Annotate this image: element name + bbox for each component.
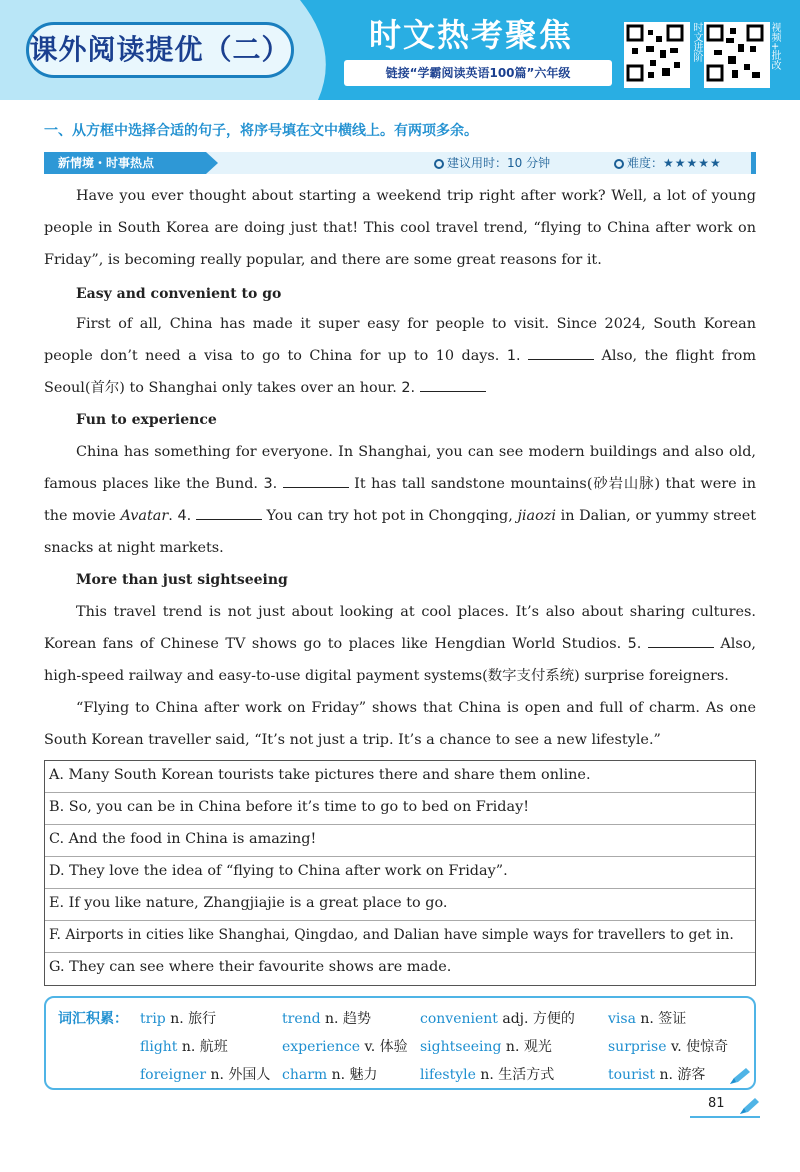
vocab-item bbox=[140, 1036, 228, 1056]
suggested-time-text: 建议用时：10 分钟 bbox=[447, 156, 551, 170]
footer-line bbox=[690, 1116, 760, 1118]
page-number: 81 bbox=[708, 1096, 725, 1111]
header-title: 时文热考聚焦 bbox=[368, 16, 573, 54]
blank-4-number: 4. bbox=[177, 508, 192, 524]
paragraph-3-text-d: You can try hot pot in Chongqing, bbox=[266, 508, 513, 524]
vocab-meaning: n. 航班 bbox=[177, 1039, 228, 1055]
qr-code-1-label: 时文进阶 bbox=[691, 22, 702, 62]
blank-1[interactable] bbox=[528, 343, 594, 360]
jiaozi-word: jiaozi bbox=[517, 508, 556, 524]
paragraph-4 bbox=[44, 596, 756, 692]
vocab-word: trip bbox=[140, 1011, 166, 1027]
info-bar-end bbox=[751, 152, 756, 174]
vocab-item bbox=[282, 1036, 408, 1056]
option-f: F. Airports in cities like Shanghai, Qingdao, and Dalian have simple ways for travellers to get in. bbox=[49, 927, 734, 943]
vocab-word: experience bbox=[282, 1039, 361, 1055]
header-subtitle: 链接“学霸阅读英语100篇”六年级 bbox=[344, 60, 612, 86]
blank-3[interactable] bbox=[283, 471, 349, 488]
vocab-word: trend bbox=[282, 1011, 321, 1027]
info-bar bbox=[44, 152, 756, 174]
vocab-item bbox=[140, 1008, 216, 1028]
qr-code-icon bbox=[706, 24, 764, 82]
pencil-icon bbox=[738, 1096, 760, 1116]
vocab-item bbox=[608, 1064, 705, 1084]
vocab-word: charm bbox=[282, 1067, 328, 1083]
vocabulary-box bbox=[44, 996, 756, 1090]
paragraph-1: Have you ever thought about starting a weekend trip right after work? Well, a lot of young people in South Korea are doing just that! This cool travel trend, “flying to China after work on Friday”, is becoming really popular, and there are some great reasons for it. bbox=[44, 188, 756, 268]
blank-2[interactable] bbox=[420, 375, 486, 392]
difficulty-stars: ★★★★★ bbox=[663, 156, 722, 170]
vocab-word: flight bbox=[140, 1039, 178, 1055]
heading-more: More than just sightseeing bbox=[76, 572, 288, 588]
option-divider bbox=[45, 856, 755, 857]
vocab-meaning: n. 观光 bbox=[501, 1039, 552, 1055]
vocab-item bbox=[282, 1064, 378, 1084]
blank-4[interactable] bbox=[196, 503, 262, 520]
vocab-meaning: n. 外国人 bbox=[206, 1067, 271, 1083]
option-divider bbox=[45, 888, 755, 889]
option-b: B. So, you can be in China before it’s time to go to bed on Friday! bbox=[49, 799, 529, 815]
vocab-meaning: n. 生活方式 bbox=[475, 1067, 555, 1083]
vocab-meaning: n. 签证 bbox=[635, 1011, 687, 1027]
vocab-word: foreigner bbox=[140, 1067, 207, 1083]
heading-easy: Easy and convenient to go bbox=[76, 286, 282, 302]
option-divider bbox=[45, 920, 755, 921]
option-divider bbox=[45, 952, 755, 953]
blank-5-number: 5. bbox=[627, 636, 642, 652]
topic-tag: 新情境・时事热点 bbox=[44, 152, 206, 174]
clock-icon bbox=[434, 159, 444, 169]
paragraph-3 bbox=[44, 436, 756, 564]
qr-code-icon bbox=[626, 24, 684, 82]
question-title: 一、从方框中选择合适的句子，将序号填在文中横线上。有两项多余。 bbox=[44, 123, 478, 139]
option-a: A. Many South Korean tourists take pictures there and share them online. bbox=[49, 767, 591, 783]
vocab-word: visa bbox=[608, 1011, 636, 1027]
vocab-word: lifestyle bbox=[420, 1067, 476, 1083]
vocab-meaning: v. 体验 bbox=[360, 1039, 408, 1055]
paragraph-3-text-a: China has something for everyone. In Shanghai, you can see modern buildings and also old, famous places like the Bund. bbox=[44, 444, 756, 492]
qr-code-2[interactable] bbox=[704, 22, 770, 88]
section-tab bbox=[26, 22, 294, 78]
vocab-meaning: n. 旅行 bbox=[165, 1011, 217, 1027]
paragraph-4-text-a: This travel trend is not just about looking at cool places. It’s also about sharing cultures. Korean fans of Chinese TV shows go to places like Hengdian World Studios. bbox=[44, 604, 756, 652]
vocab-meaning: adj. 方便的 bbox=[497, 1011, 575, 1027]
vocabulary-label: 词汇积累： bbox=[58, 1011, 128, 1027]
page-header bbox=[0, 0, 800, 100]
vocab-item bbox=[282, 1008, 371, 1028]
blank-1-number: 1. bbox=[506, 348, 521, 364]
paragraph-2-text-a: First of all, China has made it super easy for people to visit. Since 2024, South Korean people don’t need a visa to go to China for up to 10 days. bbox=[44, 316, 756, 364]
vocab-word: convenient bbox=[420, 1011, 498, 1027]
option-divider bbox=[45, 824, 755, 825]
paragraph-5: “Flying to China after work on Friday” shows that China is open and full of charm. As one South Korean traveller said, “It’s not just a trip. It’s a chance to see a new lifestyle.” bbox=[44, 700, 756, 748]
suggested-time bbox=[434, 152, 550, 174]
option-g: G. They can see where their favourite shows are made. bbox=[49, 959, 452, 975]
paragraph-2 bbox=[44, 308, 756, 404]
paragraph-3-text-e: in Dalian, or yummy street snacks at night markets. bbox=[44, 508, 757, 556]
paragraph-4-text-b: Also, high-speed railway and easy-to-use digital payment systems(数字支付系统) surprise foreigners. bbox=[44, 636, 757, 684]
difficulty bbox=[614, 152, 722, 174]
paragraph-3-period: . bbox=[168, 508, 173, 524]
qr-code-1[interactable] bbox=[624, 22, 690, 88]
blank-2-number: 2. bbox=[401, 380, 416, 396]
vocab-meaning: v. 使惊奇 bbox=[666, 1039, 729, 1055]
blank-3-number: 3. bbox=[263, 476, 278, 492]
check-icon bbox=[614, 159, 624, 169]
difficulty-label: 难度： bbox=[627, 156, 664, 170]
vocab-item bbox=[140, 1064, 270, 1084]
option-c: C. And the food in China is amazing! bbox=[49, 831, 317, 847]
qr-code-2-label: 视频+批改 bbox=[769, 22, 780, 71]
paragraph-3-text-b: It has tall sandstone mountains(砂岩山脉) that were in the movie bbox=[44, 476, 756, 524]
heading-fun: Fun to experience bbox=[76, 412, 217, 428]
vocab-item bbox=[608, 1008, 686, 1028]
vocab-word: tourist bbox=[608, 1067, 656, 1083]
section-tab-label: 课外阅读提优（二） bbox=[29, 33, 291, 66]
pencil-icon bbox=[728, 1066, 752, 1086]
options-box bbox=[44, 760, 756, 986]
movie-title: Avatar bbox=[120, 508, 169, 524]
blank-5[interactable] bbox=[648, 631, 714, 648]
paragraph-2-text-b: Also, the flight from Seoul(首尔) to Shanghai only takes over an hour. bbox=[44, 348, 756, 396]
vocab-meaning: n. 游客 bbox=[655, 1067, 706, 1083]
vocab-meaning: n. 魅力 bbox=[327, 1067, 378, 1083]
vocab-item bbox=[420, 1008, 575, 1028]
topic-tag-arrow bbox=[206, 152, 218, 174]
vocab-item bbox=[420, 1064, 554, 1084]
vocab-meaning: n. 趋势 bbox=[320, 1011, 371, 1027]
vocab-word: surprise bbox=[608, 1039, 667, 1055]
option-d: D. They love the idea of “flying to China after work on Friday”. bbox=[49, 863, 508, 879]
vocab-item bbox=[420, 1036, 552, 1056]
option-divider bbox=[45, 792, 755, 793]
option-e: E. If you like nature, Zhangjiajie is a great place to go. bbox=[49, 895, 448, 911]
vocab-word: sightseeing bbox=[420, 1039, 502, 1055]
vocab-item bbox=[608, 1036, 728, 1056]
